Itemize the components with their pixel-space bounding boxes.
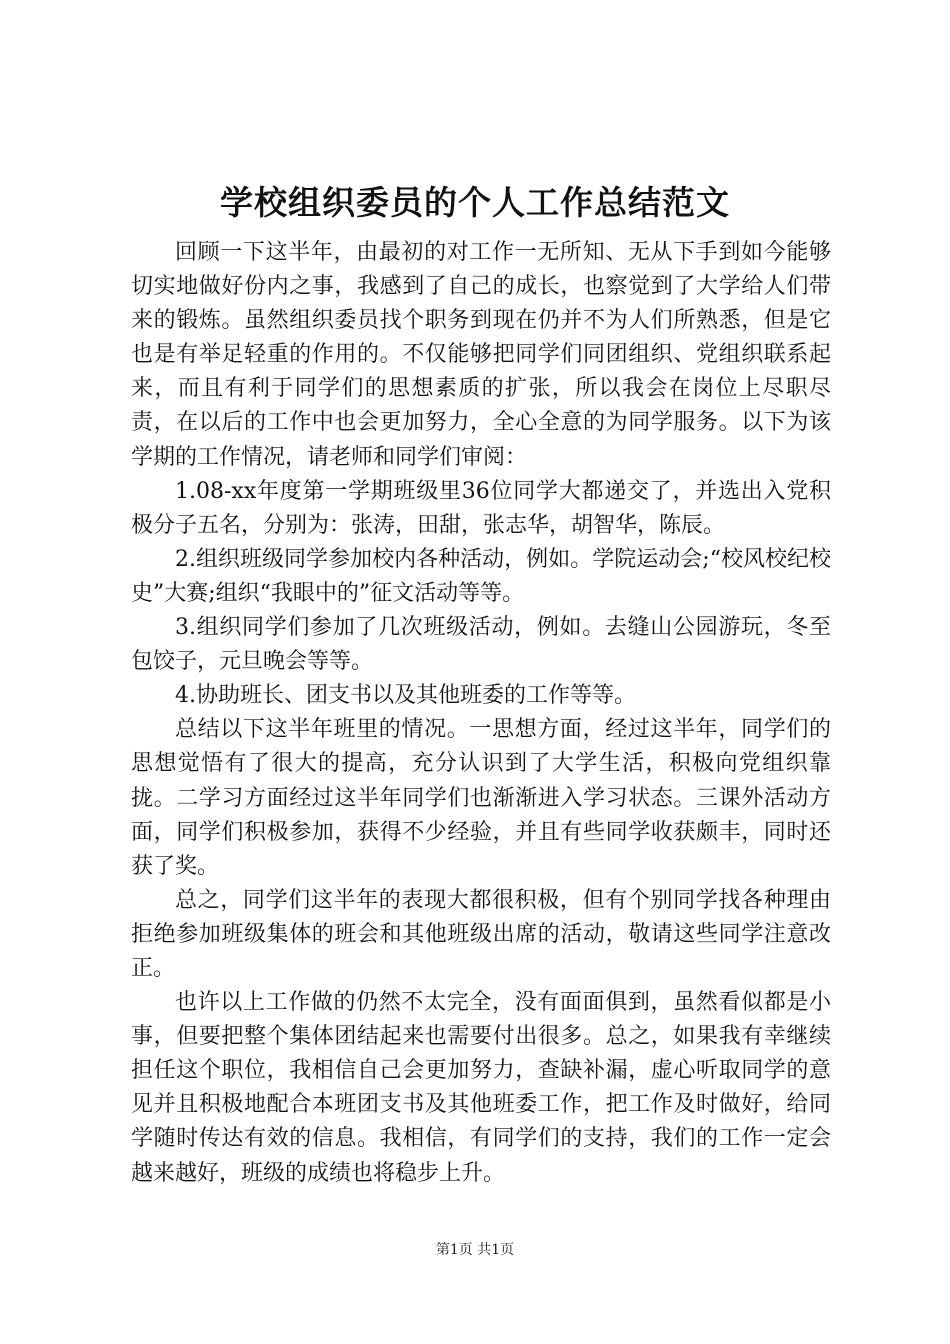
paragraph-closing: 也许以上工作做的仍然不太完全，没有面面俱到，虽然看似都是小事，但要把整个集体团结起来也需要付出很多。总之，如果我有幸继续担任这个职位，我相信自己会更加努力，查缺补漏，虚心听取同学的意见并且积极地配合本班团支书及其他班委工作，把工作及时做好，给同学随时传达有效的信息。我相信，有同学们的支持，我们的工作一定会越来越好，班级的成绩也将稳步上升。 — [131, 990, 831, 1186]
paragraph-intro: 回顾一下这半年，由最初的对工作一无所知、无从下手到如今能够切实地做好份内之事，我感到了自己的成长，也察觉到了大学给人们带来的锻炼。虽然组织委员找个职务到现在仍并不为人们所熟悉，但是它也是有举足轻重的作用的。不仅能够把同学们同团组织、党组织联系起来，而且有利于同学们的思想素质的扩张，所以我会在岗位上尽职尽责，在以后的工作中也会更加努力，全心全意的为同学服务。以下为该学期的工作情况，请老师和同学们审阅： — [131, 240, 831, 470]
paragraph-item-2: 2.组织班级同学参加校内各种活动，例如。学院运动会;“校风校纪校史”大赛;组织“我眼中的”征文活动等等。 — [131, 546, 831, 606]
paragraph-summary: 总结以下这半年班里的情况。一思想方面，经过这半年，同学们的思想觉悟有了很大的提高，充分认识到了大学生活，积极向党组织靠拢。二学习方面经过这半年同学们也渐渐进入学习状态。三课外活动方面，同学们积极参加，获得不少经验，并且有些同学收获颇丰，同时还获了奖。 — [131, 717, 831, 879]
paragraph-item-1: 1.08-xx年度第一学期班级里36位同学大都递交了，并选出入党积极分子五名，分别为：张涛，田甜，张志华，胡智华，陈辰。 — [131, 478, 831, 538]
paragraph-item-3: 3.组织同学们参加了几次班级活动，例如。去缝山公园游玩，冬至包饺子，元旦晚会等等。 — [131, 615, 831, 675]
paragraph-conclusion: 总之，同学们这半年的表现大都很积极，但有个别同学找各种理由拒绝参加班级集体的班会和其他班级出席的活动，敬请这些同学注意改正。 — [131, 887, 831, 981]
paragraph-item-4: 4.协助班长、团支书以及其他班委的工作等等。 — [175, 683, 636, 709]
document-body — [131, 236, 831, 1191]
document-title: 学校组织委员的个人工作总结范文 — [220, 183, 730, 222]
page-number-footer: 第1页 共1页 — [435, 1242, 515, 1258]
